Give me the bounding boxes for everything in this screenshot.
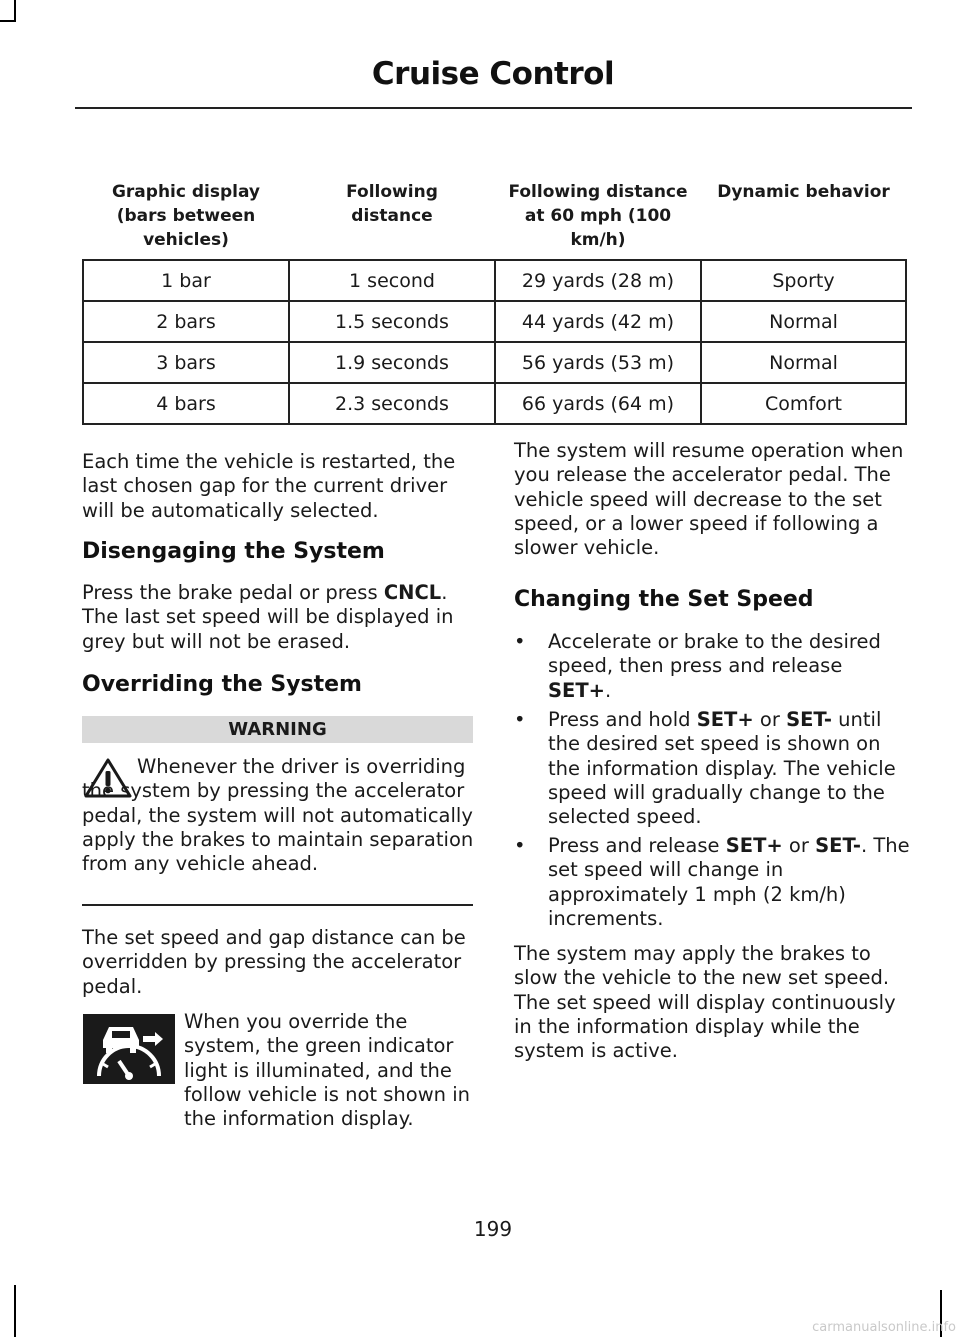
table-cell: Normal	[701, 301, 906, 342]
following-distance-table	[82, 173, 907, 425]
indicator-paragraph: When you override the system, the green indicator light is illuminated, and the follow vehicle is not shown in the information display.	[184, 1010, 470, 1131]
resume-paragraph: The system will resume operation when you release the accelerator pedal. The vehicle speed will decrease to the set speed, or a lower speed if following a slower vehicle.	[514, 439, 904, 560]
brakes-paragraph: The system may apply the brakes to slow the vehicle to the new set speed. The set speed will display continuously in the information display while the system is active.	[514, 942, 896, 1063]
set-plus-key: SET+	[548, 678, 606, 702]
table-cell: 2 bars	[83, 301, 289, 342]
column-header-following-distance: Following distance	[289, 173, 495, 260]
cncl-key: CNCL	[383, 581, 442, 604]
table-cell: 3 bars	[83, 342, 289, 383]
table-cell: 66 yards (64 m)	[495, 383, 701, 424]
table-cell: 1.9 seconds	[289, 342, 495, 383]
watermark: carmanualsonline.info	[812, 1320, 956, 1335]
list-item: • Press and release SET+ or SET-. The set speed will change in approximately 1 mph (2 km/h) increments.	[514, 834, 910, 930]
bullet-glyph: •	[514, 834, 526, 857]
bullet-glyph: •	[514, 630, 526, 653]
set-minus-key: SET-	[786, 708, 832, 731]
table-cell: 4 bars	[83, 383, 289, 424]
table-header-row	[83, 173, 906, 260]
table-row	[83, 301, 906, 342]
set-plus-key: SET+	[725, 834, 783, 857]
list-item: • Accelerate or brake to the desired speed, then press and release SET+.	[514, 630, 881, 702]
page-title: Cruise Control	[371, 56, 615, 92]
crop-mark	[14, 0, 16, 22]
table-cell: 2.3 seconds	[289, 383, 495, 424]
gap-memory-paragraph: Each time the vehicle is restarted, the last chosen gap for the current driver will be automatically selected.	[82, 450, 456, 522]
table-cell: Comfort	[701, 383, 906, 424]
table-row	[83, 342, 906, 383]
table-cell: 56 yards (53 m)	[495, 342, 701, 383]
changing-set-speed-heading: Changing the Set Speed	[514, 587, 814, 612]
bullet-glyph: •	[514, 708, 526, 731]
warning-end-rule	[82, 904, 473, 906]
warning-banner: WARNING	[82, 716, 473, 743]
page-number: 199	[473, 1217, 513, 1241]
table-row	[83, 260, 906, 301]
table-cell: 1.5 seconds	[289, 301, 495, 342]
table-cell: 1 bar	[83, 260, 289, 301]
crop-mark	[14, 1285, 16, 1337]
set-minus-key: SET-	[815, 834, 861, 857]
override-paragraph: The set speed and gap distance can be overridden by pressing the accelerator pedal.	[82, 926, 466, 998]
disengaging-heading: Disengaging the System	[82, 539, 385, 564]
column-header-distance-at-60: Following distance at 60 mph (100 km/h)	[495, 173, 701, 260]
overriding-heading: Overriding the System	[82, 672, 362, 697]
header-rule	[75, 107, 912, 109]
warning-text: Whenever the driver is overriding the system by pressing the accelerator pedal, the system will not automatically apply the brakes to maintain separation from any vehicle ahead.	[82, 755, 474, 876]
column-header-dynamic-behavior: Dynamic behavior	[701, 173, 906, 260]
disengaging-paragraph: Press the brake pedal or press CNCL. The last set speed will be displayed in grey but will not be erased.	[82, 581, 454, 653]
table-cell: 1 second	[289, 260, 495, 301]
column-header-graphic-display: Graphic display (bars between vehicles)	[83, 173, 289, 260]
table-cell: Normal	[701, 342, 906, 383]
table-row	[83, 383, 906, 424]
table-cell: 29 yards (28 m)	[495, 260, 701, 301]
table-cell: Sporty	[701, 260, 906, 301]
table-cell: 44 yards (42 m)	[495, 301, 701, 342]
crop-mark	[0, 20, 16, 22]
set-plus-key: SET+	[696, 708, 754, 731]
list-item: • Press and hold SET+ or SET- until the desired set speed is shown on the information display. The vehicle speed will gradually change to the selected speed.	[514, 708, 896, 829]
